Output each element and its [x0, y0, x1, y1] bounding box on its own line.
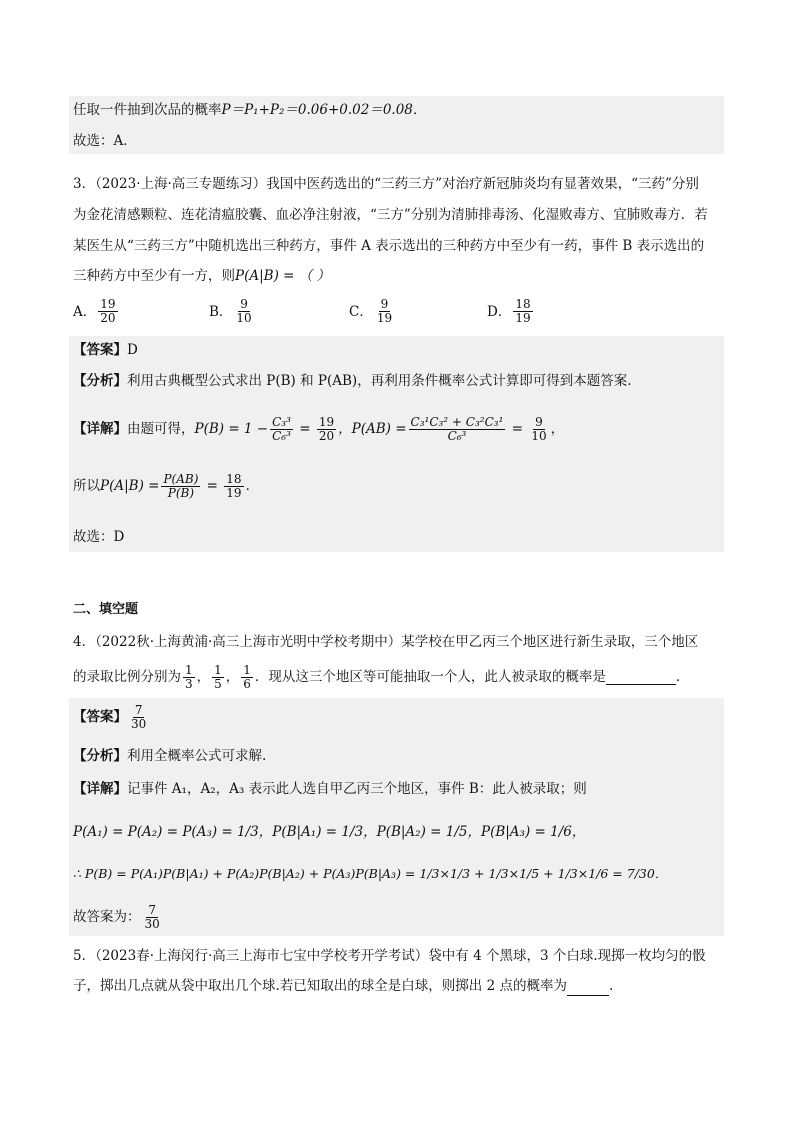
q3-option-b: B． $\frac{9}{10}$: [209, 297, 252, 325]
fraction: $\frac{18}{19}$: [515, 297, 531, 325]
fraction: $\frac{1}{5}$: [214, 662, 222, 691]
q4-final-answer: 故答案为： $\frac{7}{30}$: [73, 902, 160, 931]
q4-equation-1: P(A₁) = P(A₂) = P(A₃) = 1/3，P(B|A₁) = 1/3，P(B|A₂) = 1/5，P(B|A₃) = 1/6，: [73, 824, 586, 840]
fraction: $\frac{9}{10}$: [236, 297, 252, 325]
previous-solution-line: 任取一件抽到次品的概率P＝P₁+P₂＝0.06+0.02＝0.08．: [73, 102, 427, 118]
q3-conclusion: 所以 P(A|B) = $\frac{P(AB)}{P(B)}$ = $\frac{18}{19}$ ．: [73, 471, 260, 500]
q4-answer: 【答案】 $\frac{7}{30}$: [73, 702, 147, 731]
fraction: $\frac{7}{30}$: [131, 702, 147, 731]
previous-choice: 故选：A．: [73, 133, 137, 149]
q5-stem-line-1: 5．（2023春·上海闵行·高三上海市七宝中学校考开学考试）袋中有 4 个黑球，3 个白球.现掷一枚均匀的骰: [73, 948, 706, 964]
fraction: $\frac{P(AB)}{P(B)}$: [163, 471, 199, 500]
q3-stem-line-2: 为金花清感颗粒、连花清瘟胶囊、血必净注射液，“三方”分别为清肺排毒汤、化湿败毒方、宜肺败毒方．若: [73, 207, 708, 223]
q4-solution-block: [69, 698, 724, 936]
fraction: $\frac{\text{C₃¹C₃² + C₃²C₃¹}}{\text{C₆³}}$: [410, 414, 504, 443]
q4-analysis: 【分析】利用全概率公式可求解.: [73, 748, 267, 764]
q3-options: [73, 298, 730, 332]
q4-stem-line-2: 的录取比例分别为 $\frac{1}{3}$ ， $\frac{1}{5}$ ， $\frac{1}{6}$ ．现从这三个地区等可能抽取一个人，此人被录取的概率是 ．: [73, 662, 690, 691]
q3-stem-line-3: 某医生从“三药三方”中随机选出三种药方，事件 A 表示选出的三种药方中至少有一药，事件 B 表示选出的: [73, 238, 705, 254]
answer-blank: [567, 981, 609, 996]
q3-stem-line-1: 3．（2023·上海·高三专题练习）我国中医药选出的“三药三方”对治疗新冠肺炎均有显著效果，“三药”分别: [73, 176, 699, 192]
fraction: $\frac{19}{20}$: [318, 414, 335, 443]
q3-option-c: C． $\frac{9}{19}$: [349, 297, 393, 325]
q3-detail: 【详解】 由题可得， P(B) = 1 − $\frac{\text{C₃³}}{\text{C₆³}}$ = $\frac{19}{20}$ ，P(AB) = $\frac{\text{C₃¹C₃² + C₃²C₃¹}}{\text{C₆³}}$ = $\frac{9}{10}$ ，: [73, 414, 565, 443]
q4-detail: 【详解】记事件 A₁，A₂，A₃ 表示此人选自甲乙丙三个地区，事件 B：此人被录取；则: [73, 781, 587, 797]
q3-option-a: A． $\frac{19}{20}$: [73, 297, 116, 325]
q3-answer: 【答案】D: [73, 342, 138, 358]
fraction: $\frac{1}{3}$: [185, 662, 193, 691]
fraction: $\frac{7}{30}$: [144, 902, 160, 931]
fraction: $\frac{1}{6}$: [243, 662, 251, 691]
fraction: $\frac{\text{C₃³}}{\text{C₆³}}$: [272, 414, 291, 443]
fraction: $\frac{18}{19}$: [226, 471, 242, 500]
q3-option-d: D． $\frac{18}{19}$: [487, 297, 531, 325]
q4-stem-line-1: 4．（2022秋·上海黄浦·高三上海市光明中学校考期中）某学校在甲乙丙三个地区进行新生录取，三个地区: [73, 634, 699, 650]
q3-analysis: 【分析】利用古典概型公式求出 P(B) 和 P(AB)，再利用条件概率公式计算即可得到本题答案.: [73, 373, 632, 389]
fraction: $\frac{9}{10}$: [531, 414, 547, 443]
fraction: $\frac{9}{19}$: [376, 297, 393, 325]
fraction: $\frac{19}{20}$: [100, 297, 116, 325]
q3-stem-line-4: 三种药方中至少有一方，则P(A|B) = （ ）: [73, 268, 331, 284]
q3-choice: 故选：D: [73, 529, 125, 545]
answer-blank: [606, 670, 676, 685]
section-title: 二、填空题: [73, 602, 139, 617]
q5-stem-line-2: 子，掷出几点就从袋中取出几个球.若已知取出的球全是白球，则掷出 2 点的概率为 .: [73, 978, 614, 994]
q4-equation-2: ∴ P(B) = P(A₁)P(B|A₁) + P(A₂)P(B|A₂) + P(A₃)P(B|A₃) = 1/3×1/3 + 1/3×1/5 + 1/3×1/6 = 7/30．: [73, 866, 668, 881]
